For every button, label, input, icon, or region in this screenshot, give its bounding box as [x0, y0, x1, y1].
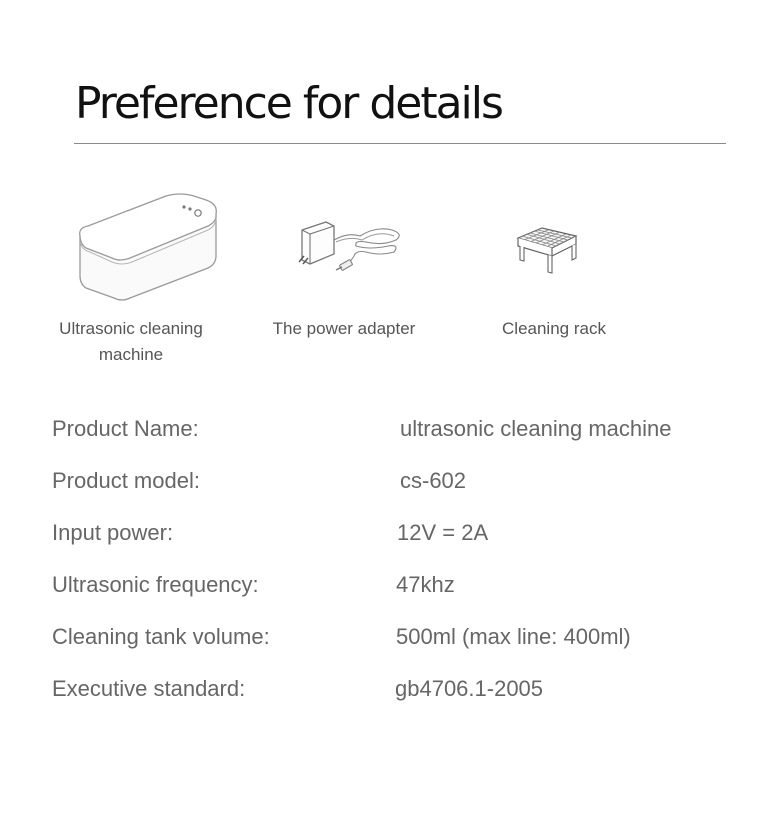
spec-row [52, 674, 752, 726]
spec-row [52, 570, 752, 622]
power-adapter-icon [296, 212, 408, 276]
title-divider [74, 143, 726, 144]
item-label: Ultrasonic cleaning machine [59, 319, 203, 364]
cleaning-rack-icon [514, 216, 580, 278]
item-label: Cleaning rack [502, 319, 606, 338]
spec-key: Cleaning tank volume: [52, 624, 270, 649]
spec-key: Product Name: [52, 416, 199, 441]
spec-row [52, 466, 752, 518]
spec-table [52, 414, 752, 726]
spec-key: Input power: [52, 520, 174, 545]
spec-value: 47khz [396, 572, 455, 597]
item-label: The power adapter [272, 319, 416, 338]
spec-key: Product model: [52, 468, 200, 493]
spec-value: 500ml (max line: 400ml) [396, 624, 631, 649]
spec-key: Ultrasonic frequency: [52, 572, 259, 597]
spec-value: 12V = 2A [397, 520, 489, 545]
spec-row [52, 414, 752, 466]
spec-value: ultrasonic cleaning machine [400, 416, 672, 441]
spec-row [52, 622, 752, 674]
page-title: Preference for details [75, 78, 502, 129]
spec-value: cs-602 [400, 468, 467, 493]
spec-row [52, 518, 752, 570]
ultrasonic-cleaner-icon [76, 192, 220, 304]
spec-key: Executive standard: [52, 676, 246, 701]
spec-value: gb4706.1-2005 [395, 676, 544, 701]
